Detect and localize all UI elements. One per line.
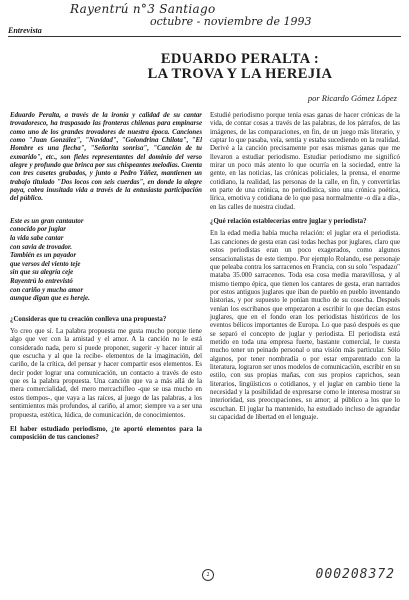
title-line-2: LA TROVA Y LA HEREJIA — [147, 66, 333, 82]
question-1: ¿Consideras que tu creación conlleva una propuesta? — [10, 315, 167, 323]
verse-line: También es un payador — [10, 252, 77, 260]
verse-line: con savia de trovador. — [10, 243, 73, 251]
verse-line: la vida sabe cantar — [10, 234, 64, 242]
verse-line: sin que su alegría ceje — [10, 269, 74, 277]
lead-paragraph: Eduardo Peralta, a través de la ironía y calidad de su cantar trovadoresco, ha traspasado las fronteras chilenas para empinarse como uno de los grandes trovadores de nuestra época. Canciones como "Juan González", "Navidad", "Golondrina Chilota", "El Hombre es una flecha", "Señorita sonrisa", "Canción de tu exmarido", etc., son fieles representantes del dominio del verso alegre y profundo que brinca por sus chispeantes melodías. Cuenta con tres casetes grabados, y junto a Pedro Yáñez, mantienen un trabajo titulado "Dos locos con seis cuerdas", en donde la alegre paya, cobra inusitada vida a través de la entusiasta participación del público. — [10, 112, 202, 203]
verse-block — [10, 218, 202, 304]
answer-1: Yo creo que sí. La palabra propuesta me gusta mucho porque tiene algo que ver con la amistad y el amor. A la canción no le está considerado nada, pero sí puede proponer, sugerir -y hacer intuir al que escucha y al que la recibe- elementos de la imaginación, del cariño, de la crítica, del pensar y hacer compartir esos elementos. Es decir poder lograr una comunicación, un contacto a través de esto que es la palabra propuesta. Una canción que va a más allá de la mera comercialidad, del mero mercachifleo -que se usa mucho en estos tiempos-, que vaya a las raíces, al juego de las palabras, a los sentimientos más profundos, al cariño, al amor; siempre va a ser una propuesta, estética, lúdica, de comunicación, de conocimientos. — [10, 328, 202, 419]
verse-line: aunque digan que es hereje. — [10, 295, 90, 303]
verse-line: Rayentrú lo entrevistó — [10, 277, 73, 285]
question-3: ¿Qué relación establecerías entre juglar y periodista? — [210, 218, 367, 226]
handwritten-source-line: Rayentrú n°3 Santiago — [70, 2, 216, 16]
verse-line: conocido por juglar — [10, 226, 66, 234]
verse-line: con cariño y mucho amor — [10, 286, 84, 294]
answer-2: Estudié periodismo porque tenía esas ganas de hacer crónicas de la vida, de contar cosas a través de las palabras, de los párrafos, de las imágenes, de las comparaciones, en fin, de un juego más literario, y captar lo que pasaba, veía, sentía y estaba sucediendo en la realidad. Derivé a la canción precisamente por esas mismas ganas que me llevaron a estudiar periodismo. Estudiar periodismo me significó mirar un poco más atento lo que ocurría en la sociedad, entre la gente, en las noticias, las crónicas policiales, la prensa, el enorme cotidiano, la realidad, las personas de la calle, en fin, y convertirlas en parte de una crónica, no periodística, sino una crónica poética, lírica, emotiva y cotidiana de lo que pasa normalmente -o día a día-, en las calles de nuestra ciudad. — [210, 112, 400, 211]
page-number: 2 — [202, 569, 214, 581]
answer-3: En la edad media había mucha relación: el juglar era el periodista. Las canciones de gesta eran casi todas hechas por juglares, claro que estos periodistas eran un poco exagerados, como algunos sensacionalistas de este tiempo. Por ejemplo Rolando, ese personaje que peleaba contra los sarracenos en Francia, con su solo "espadazo" mataba 35.000 sarracenos. Toda esa cosa media maravillosa, y al mismo tiempo épica, que tienen los cantares de gesta, eran narrados por estos antiguos juglares que iban de pueblo en pueblo inventando historias, y por supuesto le ponían mucho de su cosecha. Después venían los escribanos que empezaron a escribir lo que decían estos juglares, que en el fondo eran los periodistas históricos de los eventos bélicos importantes de Europa. Lo que pasó después es que se separó el concepto de juglar y periodista. El periodista está metido en toda una empresa fuerte, bastante comercial, le cuesta mucho tener un peinado personal o una visión más particular. Sólo algunos, por tener nombradía o por estar emparentado con la literatura, lograron ser unos modelos de comunicación, escribir en su estilo, con sus propias mañas, con sus propios caprichos, sean literarios, lingüísticos o cotidianos, y el juglar en cambio tiene la necesidad y la posibilidad de expresarse como le interesa mostrar su interioridad, sus preocupaciones, su amor; al público a los que lo escuchan. El juglar ha mantenido, ha estudiado incluso de agrandar su capacidad de libertad en el lenguaje. — [210, 230, 401, 422]
left-column — [10, 112, 202, 447]
archive-stamp: 000208372 — [315, 567, 395, 582]
byline: por Ricardo Gómez López — [307, 93, 397, 103]
question-2: El haber estudiado periodismo, ¿te aportó elementos para la composición de tus canciones? — [10, 425, 202, 442]
handwritten-date-line: octubre - noviembre de 1993 — [150, 15, 312, 28]
top-rule — [8, 36, 401, 37]
verse-line: Este es un gran cantautor — [10, 217, 84, 225]
right-column — [210, 112, 400, 425]
verse-line: que versos del viento teje — [10, 260, 81, 268]
article-title — [130, 52, 350, 82]
title-line-1: EDUARDO PERALTA : — [160, 51, 320, 67]
section-label: Entrevista — [8, 26, 42, 35]
